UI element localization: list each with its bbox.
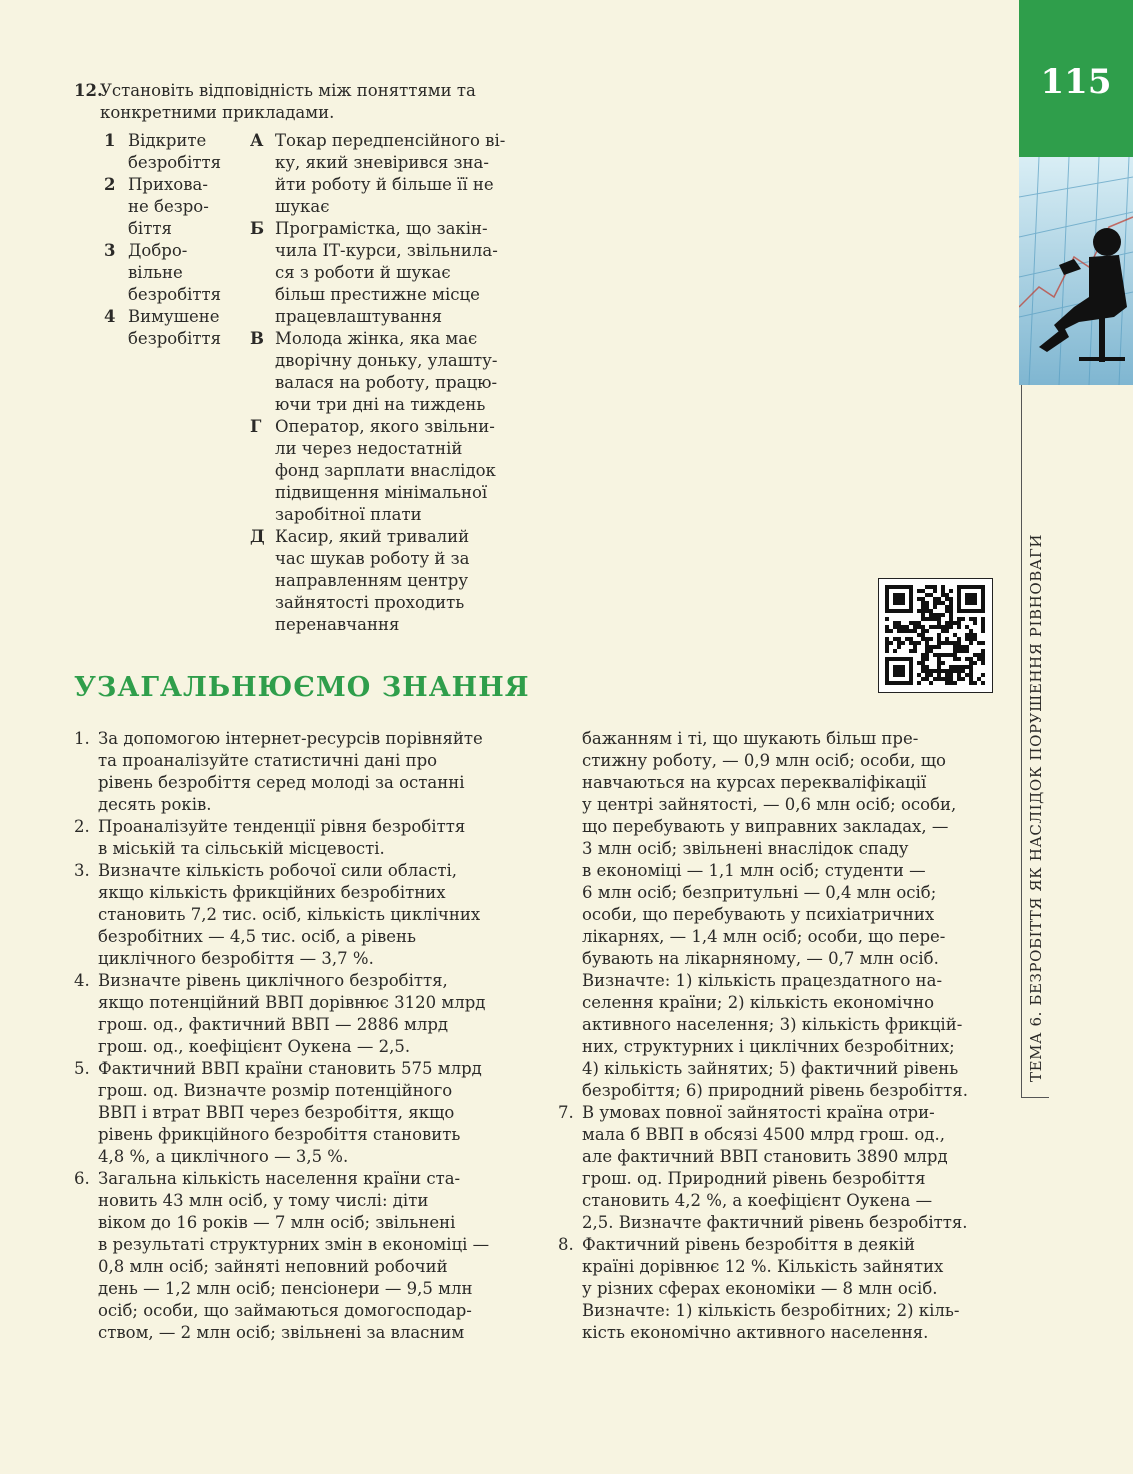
tasks-right-column — [558, 728, 992, 1344]
tasks-left-column — [74, 728, 508, 1344]
task-number: 3. — [74, 861, 90, 880]
section-heading: УЗАГАЛЬНЮЄМО ЗНАННЯ — [74, 672, 530, 703]
example-line: Молода жінка, яка має — [275, 329, 478, 348]
task-line: якщо потенційний ВВП дорівнює 3120 млрд — [98, 993, 486, 1012]
task-line: В умовах повної зайнятості країна отри- — [582, 1103, 935, 1122]
concept-line: безробіття — [128, 329, 222, 348]
task-line: в міській та сільській місцевості. — [98, 839, 385, 858]
task-line: бувають на лікарняному, — 0,7 млн осіб. — [582, 949, 939, 968]
task-item — [558, 1234, 992, 1344]
concept-line: Відкрите — [128, 131, 207, 150]
example-item — [250, 328, 506, 416]
task-line: 2,5. Визначте фактичний рівень безробіття. — [582, 1213, 968, 1232]
sidebar-divider-tick — [1021, 1097, 1049, 1098]
task-line: особи, що перебувають у психіатричних — [582, 905, 935, 924]
task-line: За допомогою інтернет-ресурсів порівняйте — [98, 729, 483, 748]
task-line: новить 43 млн осіб, у тому числі: діти — [98, 1191, 429, 1210]
example-letter: Д — [250, 527, 265, 546]
example-line: заробітної плати — [275, 505, 422, 524]
task-line: становить 7,2 тис. осіб, кількість циклічних — [98, 905, 481, 924]
example-line: фонд зарплати внаслідок — [275, 461, 496, 480]
task-line: у різних сферах економіки — 8 млн осіб. — [582, 1279, 938, 1298]
task-number: 8. — [558, 1235, 574, 1254]
concept-line: Добро- — [128, 241, 188, 260]
task-number: 5. — [74, 1059, 90, 1078]
concept-line: не безро- — [128, 197, 209, 216]
task-line: в результаті структурних змін в економіці — — [98, 1235, 490, 1254]
task-item — [74, 860, 508, 970]
task-number: 6. — [74, 1169, 90, 1188]
task-line: активного населення; 3) кількість фрикцій- — [582, 1015, 963, 1034]
task-line: країні дорівнює 12 %. Кількість зайнятих — [582, 1257, 944, 1276]
examples-list — [250, 130, 506, 636]
task-line: день — 1,2 млн осіб; пенсіонери — 9,5 млн — [98, 1279, 473, 1298]
example-item — [250, 218, 506, 328]
concept-number: 2 — [104, 175, 116, 194]
example-line: ся з роботи й шукає — [275, 263, 451, 282]
example-line: направленням центру — [275, 571, 469, 590]
task-line: але фактичний ВВП становить 3890 млрд — [582, 1147, 948, 1166]
task-line: кість економічно активного населення. — [582, 1323, 929, 1342]
task-text-line: Установіть відповідність між поняттями та — [100, 81, 476, 100]
task-line: віком до 16 років — 7 млн осіб; звільнені — [98, 1213, 456, 1232]
task-line: селення країни; 2) кількість економічно — [582, 993, 935, 1012]
example-letter: Б — [250, 219, 265, 238]
example-line: зайнятості проходить — [275, 593, 465, 612]
task-line: ством, — 2 млн осіб; звільнені за власним — [98, 1323, 465, 1342]
concept-line: безробіття — [128, 285, 222, 304]
example-line: ючи три дні на тиждень — [275, 395, 486, 414]
example-line: Токар передпенсійного ві- — [275, 131, 506, 150]
task-line: лікарнях, — 1,4 млн осіб; особи, що пере- — [582, 927, 946, 946]
example-line: Програмістка, що закін- — [275, 219, 488, 238]
topic-title: ТЕМА 6. БЕЗРОБІТТЯ ЯК НАСЛІДОК ПОРУШЕННЯ РІВНОВАГИ — [1027, 533, 1045, 1082]
task-line: грош. од., коефіцієнт Оукена — 2,5. — [98, 1037, 411, 1056]
qr-code[interactable] — [878, 578, 993, 693]
task-line: осіб; особи, що займаються домогосподар- — [98, 1301, 472, 1320]
concept-line: біття — [128, 219, 172, 238]
task-line: Визначте: 1) кількість працездатного на- — [582, 971, 943, 990]
example-line: підвищення мінімальної — [275, 483, 488, 502]
task-line: 0,8 млн осіб; зайняті неповний робочий — [98, 1257, 448, 1276]
example-line: ку, який зневірився зна- — [275, 153, 489, 172]
example-line: йти роботу й більше її не — [275, 175, 494, 194]
task-line: десять років. — [98, 795, 212, 814]
example-line: більш престижне місце — [275, 285, 480, 304]
concept-line: безробіття — [128, 153, 222, 172]
task-line: безробітних — 4,5 тис. осіб, а рівень — [98, 927, 416, 946]
concepts-list — [104, 130, 229, 350]
task-line: в економіці — 1,1 млн осіб; студенти — — [582, 861, 926, 880]
task-item — [74, 970, 508, 1058]
page-number-box — [1019, 0, 1133, 157]
task-line: циклічного безробіття — 3,7 %. — [98, 949, 374, 968]
task-line: Фактичний ВВП країни становить 575 млрд — [98, 1059, 482, 1078]
task-line: ВВП і втрат ВВП через безробіття, якщо — [98, 1103, 455, 1122]
task-item — [74, 1168, 508, 1344]
example-line: перенавчання — [275, 615, 400, 634]
task-line: Проаналізуйте тенденції рівня безробіття — [98, 817, 466, 836]
topic-photo — [1019, 157, 1133, 385]
concept-item — [104, 130, 229, 174]
example-item — [250, 526, 506, 636]
example-line: Касир, який тривалий — [275, 527, 470, 546]
task-line: бажанням і ті, що шукають більш пре- — [582, 729, 919, 748]
example-item — [250, 416, 506, 526]
task-line: навчаються на курсах перекваліфікації — [582, 773, 927, 792]
task-number: 12. — [74, 81, 103, 100]
example-line: Оператор, якого звільни- — [275, 417, 495, 436]
concept-item — [104, 240, 229, 306]
task-item — [74, 816, 508, 860]
concept-line: вільне — [128, 263, 183, 282]
task-item — [74, 728, 508, 816]
example-letter: Г — [250, 417, 262, 436]
task-line: грош. од., фактичний ВВП — 2886 млрд — [98, 1015, 449, 1034]
task-item — [74, 1058, 508, 1168]
task-6-continued — [558, 728, 992, 1102]
example-line: час шукав роботу й за — [275, 549, 470, 568]
task-line: Визначте рівень циклічного безробіття, — [98, 971, 448, 990]
example-item — [250, 130, 506, 218]
example-line: шукає — [275, 197, 330, 216]
task-line: 4) кількість зайнятих; 5) фактичний рівень — [582, 1059, 959, 1078]
task-line: та проаналізуйте статистичні дані про — [98, 751, 438, 770]
task-line: рівень безробіття серед молоді за останні — [98, 773, 465, 792]
concept-number: 3 — [104, 241, 116, 260]
concept-item — [104, 306, 229, 350]
example-line: працевлаштування — [275, 307, 443, 326]
task-number: 4. — [74, 971, 90, 990]
task-line: стижну роботу, — 0,9 млн осіб; особи, що — [582, 751, 946, 770]
task-line: Фактичний рівень безробіття в деякій — [582, 1235, 916, 1254]
task-line: що перебувають у виправних закладах, — — [582, 817, 949, 836]
task-line: 6 млн осіб; безпритульні — 0,4 млн осіб; — [582, 883, 937, 902]
task-line: грош. од. Визначте розмір потенційного — [98, 1081, 453, 1100]
task-number: 7. — [558, 1103, 574, 1122]
example-line: чила ІТ-курси, звільнила- — [275, 241, 498, 260]
concept-number: 4 — [104, 307, 116, 326]
task-number: 2. — [74, 817, 90, 836]
example-letter: В — [250, 329, 264, 348]
task-line: безробіття; 6) природний рівень безробіття. — [582, 1081, 968, 1100]
task-line: рівень фрикційного безробіття становить — [98, 1125, 461, 1144]
concept-line: Прихова- — [128, 175, 208, 194]
task-line: Загальна кількість населення країни ста- — [98, 1169, 461, 1188]
concept-item — [104, 174, 229, 240]
sidebar-divider — [1021, 385, 1022, 1097]
task-number: 1. — [74, 729, 90, 748]
concept-number: 1 — [104, 131, 116, 150]
task-item — [558, 1102, 992, 1234]
example-letter: А — [250, 131, 264, 150]
task-line: 4,8 %, а циклічного — 3,5 %. — [98, 1147, 349, 1166]
example-line: валася на роботу, працю- — [275, 373, 498, 392]
task-line: у центрі зайнятості, — 0,6 млн осіб; особи, — [582, 795, 957, 814]
page-number: 115 — [1040, 62, 1112, 102]
task-line: мала б ВВП в обсязі 4500 млрд грош. од., — [582, 1125, 945, 1144]
task-line: якщо кількість фрикційних безробітних — [98, 883, 446, 902]
task-line: Визначте кількість робочої сили області, — [98, 861, 458, 880]
task-text-line: конкретними прикладами. — [100, 103, 335, 122]
task-line: 3 млн осіб; звільнені внаслідок спаду — [582, 839, 909, 858]
task-12 — [74, 80, 504, 124]
task-line: Визначте: 1) кількість безробітних; 2) кіль- — [582, 1301, 960, 1320]
task-line: грош. од. Природний рівень безробіття — [582, 1169, 926, 1188]
example-line: дворічну доньку, улашту- — [275, 351, 498, 370]
sidebar — [1019, 0, 1133, 1474]
task-line: становить 4,2 %, а коефіцієнт Оукена — — [582, 1191, 933, 1210]
example-line: ли через недостатній — [275, 439, 463, 458]
concept-line: Вимушене — [128, 307, 220, 326]
task-line: них, структурних і циклічних безробітних; — [582, 1037, 955, 1056]
